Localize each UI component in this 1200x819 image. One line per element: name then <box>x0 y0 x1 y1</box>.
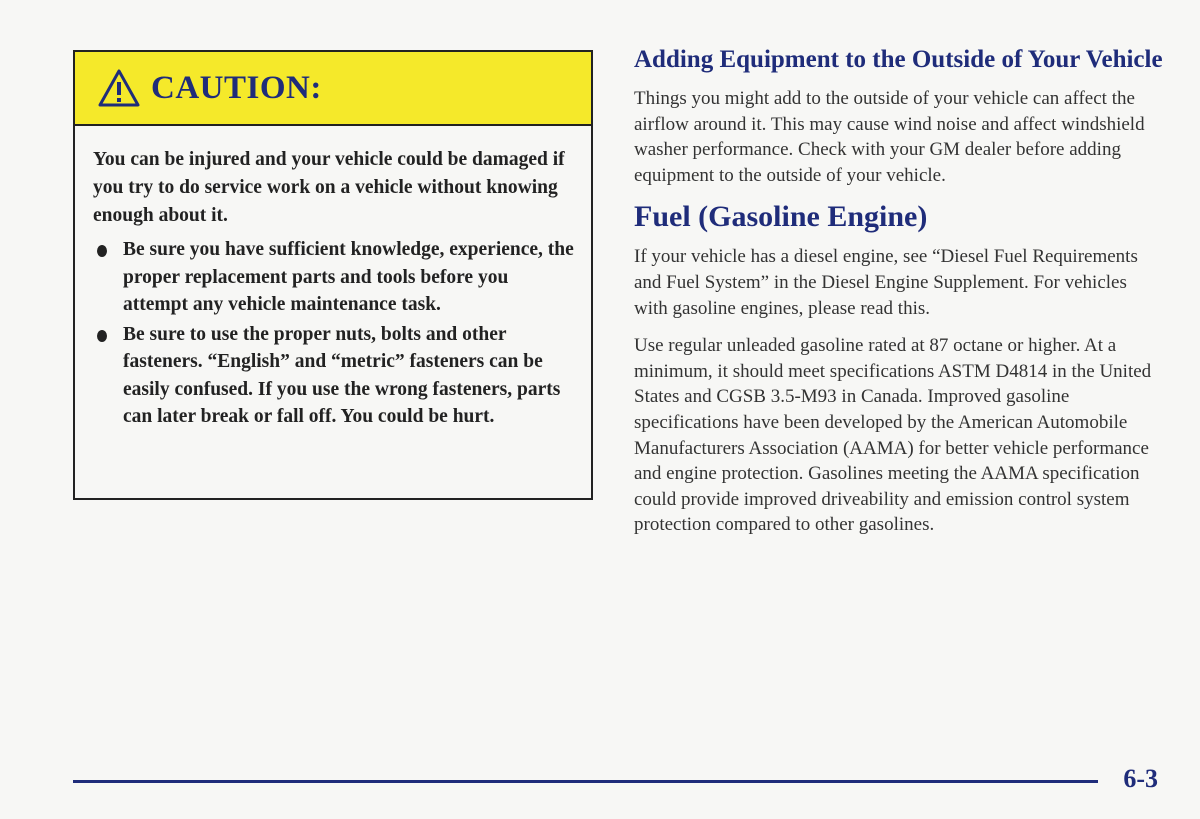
footer-rule <box>73 780 1098 783</box>
caution-bullet-item <box>93 236 575 319</box>
bullet-icon <box>97 330 107 342</box>
fuel-paragraph-1: If your vehicle has a diesel engine, see “Diesel Fuel Requirements and Fuel System” in the Diesel Engine Supplement. For vehicles with gasoline engines, please read this. <box>634 246 1138 319</box>
equipment-paragraph: Things you might add to the outside of your vehicle can affect the airflow around it. This may cause wind noise and affect windshield washer performance. Check with your GM dealer before adding equipment to the outside of your vehicle. <box>634 88 1145 186</box>
equipment-heading: Adding Equipment to the Outside of Your Vehicle <box>634 46 1163 73</box>
caution-bullet-list <box>93 236 575 431</box>
caution-body <box>75 126 591 431</box>
caution-bullet-text: Be sure you have sufficient knowledge, experience, the proper replacement parts and tools before you attempt any vehicle maintenance task. <box>123 239 574 315</box>
warning-triangle-icon <box>97 68 141 108</box>
fuel-paragraph-2: Use regular unleaded gasoline rated at 87 octane or higher. At a minimum, it should meet specifications ASTM D4814 in the United States and CGSB 3.5-M93 in Canada. Improved gasoline specifications have been developed by the American Automobile Manufacturers Association (AAMA) for better vehicle performance and engine protection. Gasolines meeting the AAMA specification could provide improved driveability and emission control system protection compared to other gasolines. <box>634 335 1152 536</box>
page-number: 6-3 <box>1123 764 1158 793</box>
caution-intro: You can be injured and your vehicle could be damaged if you try to do service work on a vehicle without knowing enough about it. <box>93 149 565 226</box>
bullet-icon <box>97 245 107 257</box>
caution-box <box>73 50 593 500</box>
right-column <box>634 45 1164 550</box>
caution-title: CAUTION: <box>151 69 322 106</box>
caution-bullet-text: Be sure to use the proper nuts, bolts and other fasteners. “English” and “metric” fasteners can be easily confused. If you use the wrong fasteners, parts can later break or fall off. You could be hurt. <box>123 323 561 427</box>
caution-bullet-item <box>93 321 575 431</box>
caution-header <box>75 52 591 126</box>
fuel-heading: Fuel (Gasoline Engine) <box>634 200 928 234</box>
